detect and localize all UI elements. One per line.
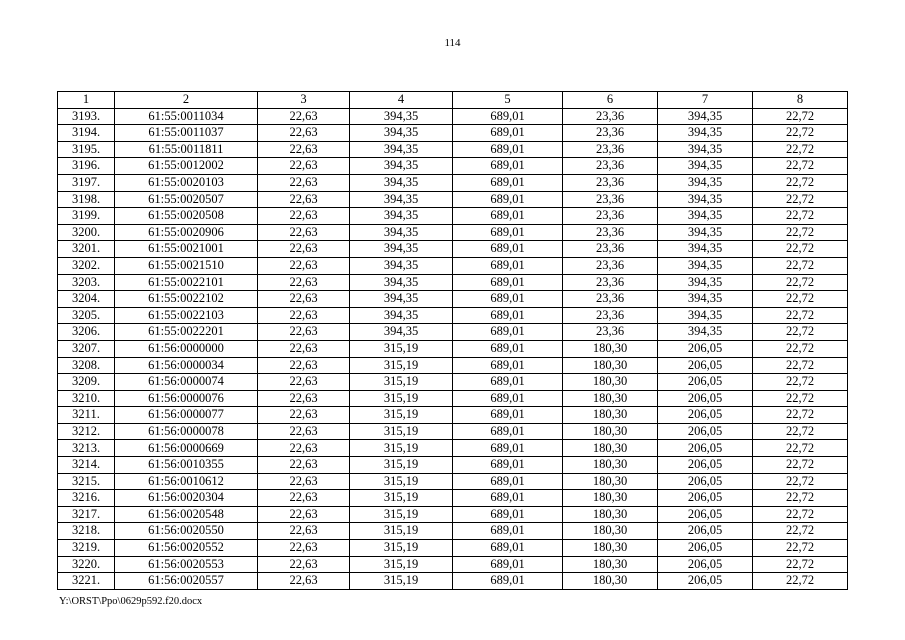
table-cell-col-2: 61:56:0000077: [115, 407, 258, 424]
table-cell-col-2: 61:56:0020550: [115, 523, 258, 540]
table-row: [58, 158, 848, 175]
table-cell-col-2: 61:55:0022102: [115, 291, 258, 308]
table-cell-col-3: 22,63: [258, 573, 350, 590]
table-cell-col-6: 180,30: [563, 407, 658, 424]
table-cell-col-5: 689,01: [453, 573, 563, 590]
table-cell-col-5: 689,01: [453, 174, 563, 191]
table-row: [58, 191, 848, 208]
table-cell-col-2: 61:55:0021001: [115, 241, 258, 258]
table-cell-col-4: 394,35: [350, 257, 453, 274]
table-cell-col-1: 3198.: [58, 191, 115, 208]
table-cell-col-2: 61:55:0020508: [115, 208, 258, 225]
table-cell-col-4: 394,35: [350, 158, 453, 175]
table-cell-col-7: 206,05: [658, 440, 753, 457]
table-cell-col-5: 689,01: [453, 357, 563, 374]
table-cell-col-6: 23,36: [563, 241, 658, 258]
table-cell-col-3: 22,63: [258, 390, 350, 407]
table-cell-col-7: 206,05: [658, 457, 753, 474]
table-cell-col-5: 689,01: [453, 440, 563, 457]
table-row: [58, 390, 848, 407]
column-header-3: 3: [258, 92, 350, 109]
table-row: [58, 374, 848, 391]
table-cell-col-4: 315,19: [350, 440, 453, 457]
table-cell-col-5: 689,01: [453, 540, 563, 557]
table-cell-col-6: 180,30: [563, 523, 658, 540]
table-row: [58, 573, 848, 590]
table-cell-col-1: 3213.: [58, 440, 115, 457]
table-cell-col-2: 61:55:0020906: [115, 224, 258, 241]
table-cell-col-5: 689,01: [453, 141, 563, 158]
table-cell-col-7: 206,05: [658, 490, 753, 507]
table-cell-col-1: 3221.: [58, 573, 115, 590]
table-cell-col-2: 61:56:0020552: [115, 540, 258, 557]
table-cell-col-3: 22,63: [258, 440, 350, 457]
table-cell-col-3: 22,63: [258, 357, 350, 374]
table-cell-col-3: 22,63: [258, 241, 350, 258]
table-cell-col-1: 3194.: [58, 125, 115, 142]
table-cell-col-4: 315,19: [350, 506, 453, 523]
table-cell-col-8: 22,72: [753, 224, 848, 241]
table-cell-col-4: 315,19: [350, 573, 453, 590]
table-cell-col-2: 61:56:0000076: [115, 390, 258, 407]
table-cell-col-8: 22,72: [753, 357, 848, 374]
table-cell-col-3: 22,63: [258, 506, 350, 523]
column-header-6: 6: [563, 92, 658, 109]
table-cell-col-5: 689,01: [453, 523, 563, 540]
table-cell-col-7: 206,05: [658, 407, 753, 424]
table-cell-col-4: 315,19: [350, 407, 453, 424]
table-cell-col-2: 61:55:0011034: [115, 108, 258, 125]
table-cell-col-1: 3212.: [58, 423, 115, 440]
table-cell-col-7: 206,05: [658, 540, 753, 557]
table-cell-col-6: 23,36: [563, 191, 658, 208]
table-cell-col-4: 394,35: [350, 307, 453, 324]
table-cell-col-1: 3205.: [58, 307, 115, 324]
table-cell-col-7: 206,05: [658, 357, 753, 374]
table-cell-col-4: 394,35: [350, 108, 453, 125]
table-cell-col-1: 3214.: [58, 457, 115, 474]
table-row: [58, 506, 848, 523]
table-cell-col-1: 3202.: [58, 257, 115, 274]
table-cell-col-8: 22,72: [753, 523, 848, 540]
table-cell-col-7: 206,05: [658, 374, 753, 391]
table-cell-col-8: 22,72: [753, 457, 848, 474]
table-row: [58, 241, 848, 258]
table-row: [58, 357, 848, 374]
table-cell-col-8: 22,72: [753, 174, 848, 191]
table-cell-col-6: 180,30: [563, 473, 658, 490]
column-header-2: 2: [115, 92, 258, 109]
table-cell-col-1: 3193.: [58, 108, 115, 125]
table-cell-col-8: 22,72: [753, 307, 848, 324]
table-cell-col-5: 689,01: [453, 423, 563, 440]
table-cell-col-4: 394,35: [350, 291, 453, 308]
table-cell-col-5: 689,01: [453, 108, 563, 125]
table-cell-col-5: 689,01: [453, 291, 563, 308]
table-cell-col-1: 3204.: [58, 291, 115, 308]
table-cell-col-7: 394,35: [658, 125, 753, 142]
table-cell-col-4: 394,35: [350, 274, 453, 291]
table-cell-col-6: 23,36: [563, 174, 658, 191]
table-row: [58, 257, 848, 274]
table-row: [58, 490, 848, 507]
table-row: [58, 274, 848, 291]
table-cell-col-6: 180,30: [563, 340, 658, 357]
table-cell-col-6: 23,36: [563, 224, 658, 241]
table-row: [58, 407, 848, 424]
table-cell-col-1: 3201.: [58, 241, 115, 258]
table-cell-col-4: 315,19: [350, 556, 453, 573]
table-cell-col-2: 61:56:0000078: [115, 423, 258, 440]
table-cell-col-5: 689,01: [453, 340, 563, 357]
table-cell-col-4: 315,19: [350, 340, 453, 357]
table-cell-col-7: 206,05: [658, 473, 753, 490]
table-cell-col-8: 22,72: [753, 241, 848, 258]
table-cell-col-6: 23,36: [563, 324, 658, 341]
table-cell-col-6: 23,36: [563, 274, 658, 291]
table-row: [58, 540, 848, 557]
table-cell-col-6: 23,36: [563, 291, 658, 308]
table-cell-col-6: 23,36: [563, 108, 658, 125]
table-cell-col-2: 61:56:0000034: [115, 357, 258, 374]
table-cell-col-7: 394,35: [658, 141, 753, 158]
table-cell-col-4: 315,19: [350, 357, 453, 374]
table-cell-col-6: 23,36: [563, 141, 658, 158]
table-cell-col-5: 689,01: [453, 224, 563, 241]
table-cell-col-2: 61:56:0020553: [115, 556, 258, 573]
table-cell-col-1: 3197.: [58, 174, 115, 191]
table-cell-col-6: 23,36: [563, 125, 658, 142]
table-row: [58, 108, 848, 125]
table-cell-col-3: 22,63: [258, 374, 350, 391]
table-cell-col-3: 22,63: [258, 340, 350, 357]
table-row: [58, 523, 848, 540]
table-cell-col-4: 394,35: [350, 174, 453, 191]
table-cell-col-2: 61:56:0000074: [115, 374, 258, 391]
table-cell-col-8: 22,72: [753, 208, 848, 225]
column-header-1: 1: [58, 92, 115, 109]
table-cell-col-3: 22,63: [258, 540, 350, 557]
table-cell-col-3: 22,63: [258, 407, 350, 424]
table-cell-col-2: 61:55:0021510: [115, 257, 258, 274]
table-cell-col-7: 394,35: [658, 274, 753, 291]
table-cell-col-2: 61:56:0000669: [115, 440, 258, 457]
table-cell-col-3: 22,63: [258, 125, 350, 142]
column-header-4: 4: [350, 92, 453, 109]
table-row: [58, 125, 848, 142]
table-cell-col-3: 22,63: [258, 224, 350, 241]
table-cell-col-2: 61:56:0000000: [115, 340, 258, 357]
table-row: [58, 457, 848, 474]
table-cell-col-2: 61:55:0011811: [115, 141, 258, 158]
table-cell-col-2: 61:56:0010355: [115, 457, 258, 474]
table-cell-col-8: 22,72: [753, 291, 848, 308]
table-cell-col-3: 22,63: [258, 307, 350, 324]
table-cell-col-7: 394,35: [658, 291, 753, 308]
table-cell-col-8: 22,72: [753, 473, 848, 490]
table-body: [58, 92, 848, 590]
table-cell-col-5: 689,01: [453, 241, 563, 258]
table-cell-col-7: 394,35: [658, 241, 753, 258]
page-number: 114: [444, 37, 461, 49]
table-row: [58, 174, 848, 191]
table-cell-col-5: 689,01: [453, 407, 563, 424]
table-cell-col-7: 394,35: [658, 208, 753, 225]
table-cell-col-8: 22,72: [753, 506, 848, 523]
table-cell-col-4: 394,35: [350, 208, 453, 225]
table-cell-col-2: 61:55:0022103: [115, 307, 258, 324]
table-row: [58, 208, 848, 225]
table-cell-col-7: 206,05: [658, 573, 753, 590]
table-cell-col-5: 689,01: [453, 274, 563, 291]
table-cell-col-8: 22,72: [753, 324, 848, 341]
table-row: [58, 440, 848, 457]
table-row: [58, 307, 848, 324]
table-cell-col-1: 3200.: [58, 224, 115, 241]
table-cell-col-3: 22,63: [258, 556, 350, 573]
table-header-row: [58, 92, 848, 109]
table-row: [58, 340, 848, 357]
table-cell-col-6: 180,30: [563, 390, 658, 407]
table-cell-col-4: 315,19: [350, 423, 453, 440]
table-cell-col-8: 22,72: [753, 440, 848, 457]
table-cell-col-5: 689,01: [453, 208, 563, 225]
table-cell-col-7: 394,35: [658, 307, 753, 324]
table-cell-col-4: 315,19: [350, 473, 453, 490]
table-cell-col-5: 689,01: [453, 257, 563, 274]
table-cell-col-1: 3218.: [58, 523, 115, 540]
table-cell-col-3: 22,63: [258, 457, 350, 474]
table-cell-col-1: 3203.: [58, 274, 115, 291]
table-row: [58, 423, 848, 440]
table-cell-col-6: 180,30: [563, 540, 658, 557]
table-cell-col-7: 394,35: [658, 174, 753, 191]
table-cell-col-8: 22,72: [753, 556, 848, 573]
table-cell-col-4: 394,35: [350, 241, 453, 258]
table-cell-col-1: 3208.: [58, 357, 115, 374]
table-cell-col-3: 22,63: [258, 291, 350, 308]
table-cell-col-2: 61:56:0020548: [115, 506, 258, 523]
table-cell-col-5: 689,01: [453, 324, 563, 341]
table-cell-col-1: 3216.: [58, 490, 115, 507]
table-cell-col-6: 180,30: [563, 374, 658, 391]
table-cell-col-1: 3211.: [58, 407, 115, 424]
table-cell-col-1: 3199.: [58, 208, 115, 225]
table-cell-col-4: 394,35: [350, 224, 453, 241]
table-cell-col-3: 22,63: [258, 324, 350, 341]
table-cell-col-7: 206,05: [658, 506, 753, 523]
table-cell-col-2: 61:56:0020557: [115, 573, 258, 590]
table-cell-col-5: 689,01: [453, 473, 563, 490]
table-cell-col-5: 689,01: [453, 125, 563, 142]
table-cell-col-6: 23,36: [563, 257, 658, 274]
table-row: [58, 556, 848, 573]
table-cell-col-5: 689,01: [453, 457, 563, 474]
table-row: [58, 473, 848, 490]
table-cell-col-2: 61:55:0012002: [115, 158, 258, 175]
table-cell-col-3: 22,63: [258, 523, 350, 540]
table-cell-col-2: 61:55:0020103: [115, 174, 258, 191]
table-cell-col-1: 3195.: [58, 141, 115, 158]
table-cell-col-1: 3217.: [58, 506, 115, 523]
table-cell-col-7: 206,05: [658, 423, 753, 440]
table-row: [58, 224, 848, 241]
table-cell-col-8: 22,72: [753, 540, 848, 557]
table-cell-col-8: 22,72: [753, 257, 848, 274]
table-cell-col-6: 23,36: [563, 208, 658, 225]
table-cell-col-3: 22,63: [258, 257, 350, 274]
table-cell-col-8: 22,72: [753, 108, 848, 125]
table-cell-col-8: 22,72: [753, 490, 848, 507]
table-cell-col-5: 689,01: [453, 374, 563, 391]
table-cell-col-3: 22,63: [258, 423, 350, 440]
table-cell-col-8: 22,72: [753, 125, 848, 142]
table-cell-col-3: 22,63: [258, 174, 350, 191]
data-table: [57, 91, 848, 590]
table-cell-col-3: 22,63: [258, 141, 350, 158]
table-cell-col-1: 3196.: [58, 158, 115, 175]
table-cell-col-4: 394,35: [350, 324, 453, 341]
table-cell-col-1: 3210.: [58, 390, 115, 407]
table-cell-col-7: 206,05: [658, 390, 753, 407]
table-cell-col-5: 689,01: [453, 556, 563, 573]
table-cell-col-1: 3219.: [58, 540, 115, 557]
table-cell-col-8: 22,72: [753, 274, 848, 291]
table-cell-col-8: 22,72: [753, 191, 848, 208]
table-cell-col-3: 22,63: [258, 473, 350, 490]
table-row: [58, 141, 848, 158]
table-cell-col-5: 689,01: [453, 506, 563, 523]
table-cell-col-5: 689,01: [453, 490, 563, 507]
table-cell-col-7: 394,35: [658, 108, 753, 125]
table-cell-col-8: 22,72: [753, 374, 848, 391]
column-header-5: 5: [453, 92, 563, 109]
table-cell-col-6: 180,30: [563, 440, 658, 457]
table-cell-col-4: 394,35: [350, 125, 453, 142]
table-cell-col-5: 689,01: [453, 307, 563, 324]
table-cell-col-2: 61:55:0022101: [115, 274, 258, 291]
table-cell-col-2: 61:55:0022201: [115, 324, 258, 341]
table-cell-col-4: 315,19: [350, 390, 453, 407]
column-header-8: 8: [753, 92, 848, 109]
table-cell-col-2: 61:55:0011037: [115, 125, 258, 142]
table-cell-col-6: 180,30: [563, 506, 658, 523]
table-row: [58, 291, 848, 308]
table-cell-col-3: 22,63: [258, 158, 350, 175]
table-cell-col-6: 180,30: [563, 357, 658, 374]
table-cell-col-8: 22,72: [753, 158, 848, 175]
table-cell-col-5: 689,01: [453, 191, 563, 208]
table-cell-col-1: 3209.: [58, 374, 115, 391]
table-cell-col-4: 315,19: [350, 457, 453, 474]
table-cell-col-7: 206,05: [658, 556, 753, 573]
table-cell-col-7: 394,35: [658, 191, 753, 208]
table-cell-col-3: 22,63: [258, 108, 350, 125]
table-cell-col-7: 206,05: [658, 340, 753, 357]
table-cell-col-3: 22,63: [258, 490, 350, 507]
table-cell-col-8: 22,72: [753, 423, 848, 440]
table-row: [58, 324, 848, 341]
table-cell-col-4: 315,19: [350, 523, 453, 540]
table-cell-col-4: 315,19: [350, 490, 453, 507]
table-cell-col-6: 180,30: [563, 573, 658, 590]
table-cell-col-7: 394,35: [658, 257, 753, 274]
table-cell-col-8: 22,72: [753, 390, 848, 407]
column-header-7: 7: [658, 92, 753, 109]
table-cell-col-4: 315,19: [350, 540, 453, 557]
table-cell-col-6: 180,30: [563, 423, 658, 440]
table-cell-col-4: 315,19: [350, 374, 453, 391]
table-cell-col-4: 394,35: [350, 191, 453, 208]
table-cell-col-8: 22,72: [753, 407, 848, 424]
table-cell-col-6: 180,30: [563, 457, 658, 474]
table-cell-col-1: 3215.: [58, 473, 115, 490]
table-cell-col-5: 689,01: [453, 158, 563, 175]
table-cell-col-6: 180,30: [563, 490, 658, 507]
table-cell-col-1: 3207.: [58, 340, 115, 357]
table-cell-col-7: 394,35: [658, 158, 753, 175]
table-cell-col-3: 22,63: [258, 208, 350, 225]
table-cell-col-3: 22,63: [258, 274, 350, 291]
table-cell-col-7: 394,35: [658, 324, 753, 341]
table-cell-col-8: 22,72: [753, 573, 848, 590]
table-cell-col-6: 23,36: [563, 307, 658, 324]
table-cell-col-1: 3220.: [58, 556, 115, 573]
table-cell-col-6: 23,36: [563, 158, 658, 175]
table-cell-col-8: 22,72: [753, 141, 848, 158]
table-cell-col-4: 394,35: [350, 141, 453, 158]
table-cell-col-2: 61:55:0020507: [115, 191, 258, 208]
table-cell-col-5: 689,01: [453, 390, 563, 407]
table-cell-col-6: 180,30: [563, 556, 658, 573]
footer-file-path: Y:\ORST\Ppo\0629p592.f20.docx: [59, 596, 203, 607]
table-cell-col-7: 394,35: [658, 224, 753, 241]
table-cell-col-1: 3206.: [58, 324, 115, 341]
table-cell-col-3: 22,63: [258, 191, 350, 208]
table-cell-col-8: 22,72: [753, 340, 848, 357]
table-cell-col-2: 61:56:0020304: [115, 490, 258, 507]
table-cell-col-7: 206,05: [658, 523, 753, 540]
table-cell-col-2: 61:56:0010612: [115, 473, 258, 490]
